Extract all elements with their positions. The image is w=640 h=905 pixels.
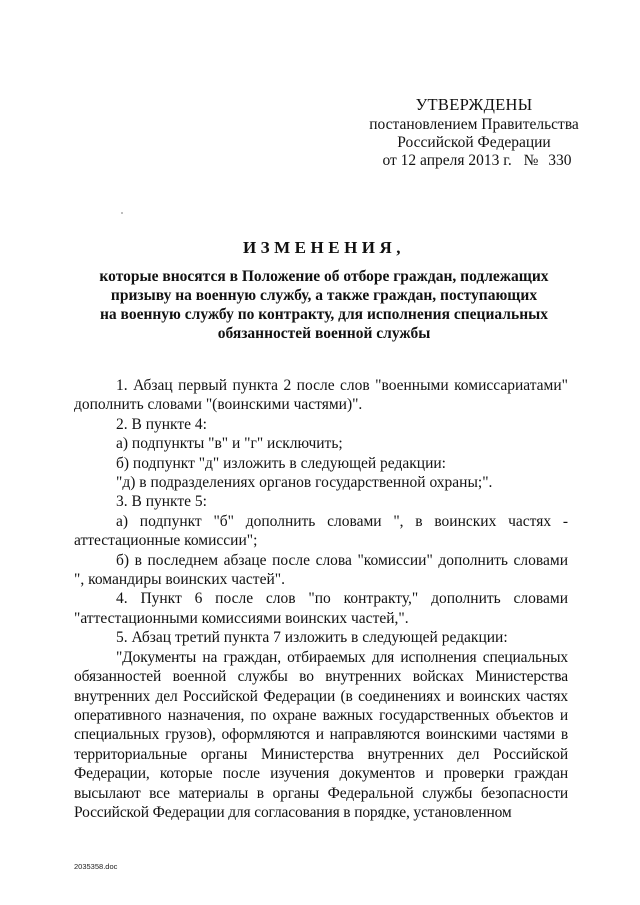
- number-sign: №: [523, 152, 539, 169]
- approval-date-line: [360, 152, 594, 170]
- scan-speck: [121, 212, 123, 214]
- document-heading: [94, 238, 554, 343]
- paragraph: 1. Абзац первый пункта 2 после слов "военными комиссариатами" дополнить словами "(воинскими частями)".: [74, 377, 568, 414]
- paragraph: б) в последнем абзаце после слова "комиссии" дополнить словами ", командиры воинских частей".: [74, 551, 568, 589]
- paragraph: 5. Абзац третий пункта 7 изложить в следующей редакции:: [116, 629, 508, 647]
- document-body: [74, 376, 568, 822]
- approval-title: УТВЕРЖДЕНЫ: [415, 95, 533, 114]
- document-subtitle-line: призыву на военную службу, а также граждан, поступающих: [110, 287, 538, 304]
- approval-line: постановлением Правительства: [369, 116, 579, 133]
- approval-number: 330: [548, 152, 572, 169]
- approval-block: [354, 96, 594, 170]
- paragraph: 4. Пункт 6 после слов "по контракту," дополнить словами "аттестационными комиссиями воинских частей,".: [74, 590, 568, 627]
- document-title: ИЗМЕНЕНИЯ,: [242, 238, 406, 257]
- paragraph: б) подпункт "д" изложить в следующей редакции:: [116, 454, 446, 472]
- paragraph: "д) в подразделениях органов государственной охраны;".: [116, 474, 493, 492]
- document-subtitle-line: на военную службу по контракту, для исполнения специальных: [100, 306, 548, 323]
- paragraph: "Документы на граждан, отбираемых для исполнения специальных обязанностей военной службы во внутренних войсках Министерства внутренних дел Российской Федерации (в соединениях и воинских частях оперативного назначения, по охране важных государственных объектов и специальных грузов), оформляются и направляются воинскими частями в территориальные органы Министерства внутренних дел Российской Федерации, которые после изучения документов и проверки граждан высылают все материалы в органы Федеральной службы безопасности Российской Федерации для согласования в порядке, установленном: [74, 648, 568, 821]
- paragraph: 2. В пункте 4:: [116, 415, 207, 433]
- approval-line: Российской Федерации: [397, 134, 551, 151]
- document-subtitle-line: которые вносятся в Положение об отборе граждан, подлежащих: [99, 268, 549, 285]
- paragraph: 3. В пункте 5:: [116, 493, 207, 511]
- footer-filename: 2035358.doc: [74, 862, 118, 871]
- document-subtitle-line: обязанностей военной службы: [217, 325, 431, 342]
- paragraph: а) подпункты "в" и "г" исключить;: [116, 435, 343, 453]
- approval-date: от 12 апреля 2013 г.: [382, 152, 512, 169]
- paragraph: а) подпункт "б" дополнить словами ", в воинских частях - аттестационные комиссии";: [74, 512, 568, 550]
